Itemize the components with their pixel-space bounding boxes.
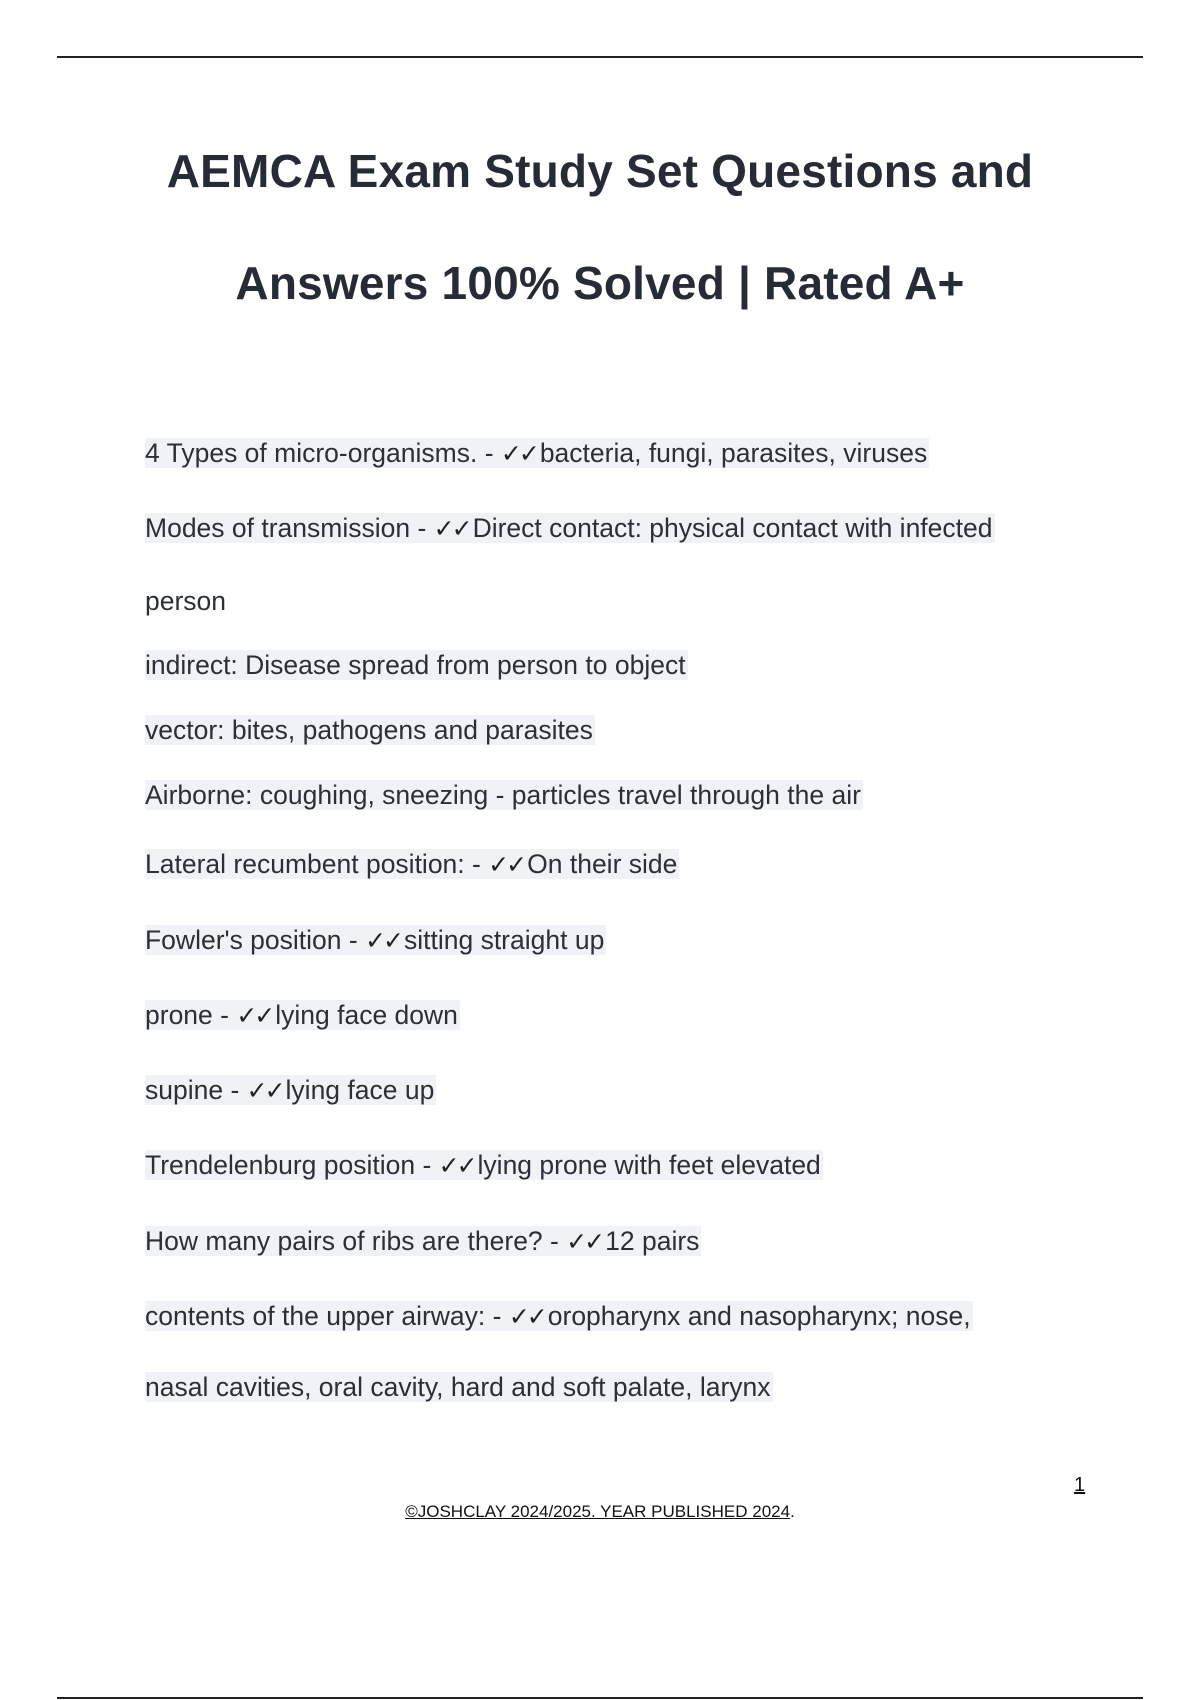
- double-check-icon: ✓✓: [500, 439, 537, 468]
- question-text: supine -: [145, 1075, 247, 1105]
- answer-continuation: [145, 711, 595, 749]
- qa-entry: [145, 1222, 701, 1261]
- answer-continuation: [145, 1368, 773, 1406]
- copyright-text: ©JOSHCLAY 2024/2025. YEAR PUBLISHED 2024: [405, 1502, 791, 1521]
- question-text: Lateral recumbent position: -: [145, 849, 489, 879]
- question-text: Modes of transmission -: [145, 513, 434, 543]
- question-text: How many pairs of ribs are there? -: [145, 1226, 567, 1256]
- double-check-icon: ✓✓: [236, 1001, 273, 1030]
- double-check-icon: ✓✓: [365, 926, 401, 955]
- question-text: contents of the upper airway: -: [145, 1301, 509, 1331]
- answer-text: On their side: [527, 849, 678, 879]
- answer-text: Direct contact: physical contact with infected: [472, 513, 993, 543]
- double-check-icon: ✓✓: [488, 850, 525, 879]
- double-check-icon: ✓✓: [438, 1151, 475, 1180]
- question-text: Trendelenburg position -: [145, 1150, 439, 1180]
- answer-text: vector: bites, pathogens and parasites: [145, 715, 593, 745]
- footer-copyright: [300, 1502, 900, 1522]
- answer-text: sitting straight up: [403, 925, 605, 955]
- qa-entry: [145, 509, 995, 548]
- double-check-icon: ✓✓: [566, 1227, 603, 1256]
- answer-text: bacteria, fungi, parasites, viruses: [539, 438, 928, 468]
- qa-entry: [145, 845, 679, 884]
- footer-period: .: [790, 1502, 795, 1521]
- qa-entry: [145, 1146, 823, 1185]
- top-rule: [57, 56, 1143, 58]
- answer-text: lying prone with feet elevated: [477, 1150, 821, 1180]
- double-check-icon: ✓✓: [508, 1302, 545, 1331]
- answer-text: indirect: Disease spread from person to object: [145, 650, 686, 680]
- qa-entry: [145, 996, 460, 1035]
- document-title-line-2: Answers 100% Solved | Rated A+: [235, 257, 965, 309]
- question-text: Fowler's position -: [145, 925, 366, 955]
- qa-entry: [145, 434, 929, 473]
- answer-text: lying face down: [275, 1000, 458, 1030]
- answer-text: nasal cavities, oral cavity, hard and soft palate, larynx: [145, 1372, 771, 1402]
- answer-continuation: [145, 646, 688, 684]
- question-text: prone -: [145, 1000, 237, 1030]
- bottom-rule: [57, 1697, 1143, 1699]
- answer-text: Airborne: coughing, sneezing - particles travel through the air: [145, 780, 861, 810]
- answer-text: lying face up: [285, 1075, 435, 1105]
- qa-entry: [145, 1071, 436, 1110]
- answer-text: oropharynx and nasopharynx; nose,: [547, 1301, 971, 1331]
- answer-text: 12 pairs: [605, 1226, 700, 1256]
- double-check-icon: ✓✓: [433, 514, 470, 543]
- answer-continuation: [145, 776, 863, 814]
- question-text: 4 Types of micro-organisms. -: [145, 438, 501, 468]
- page-number: 1: [1074, 1474, 1086, 1496]
- qa-entry: [145, 921, 606, 960]
- document-title-line-1: AEMCA Exam Study Set Questions and: [166, 145, 1034, 197]
- double-check-icon: ✓✓: [246, 1076, 283, 1105]
- answer-continuation: person: [145, 586, 227, 616]
- qa-entry: [145, 1297, 973, 1336]
